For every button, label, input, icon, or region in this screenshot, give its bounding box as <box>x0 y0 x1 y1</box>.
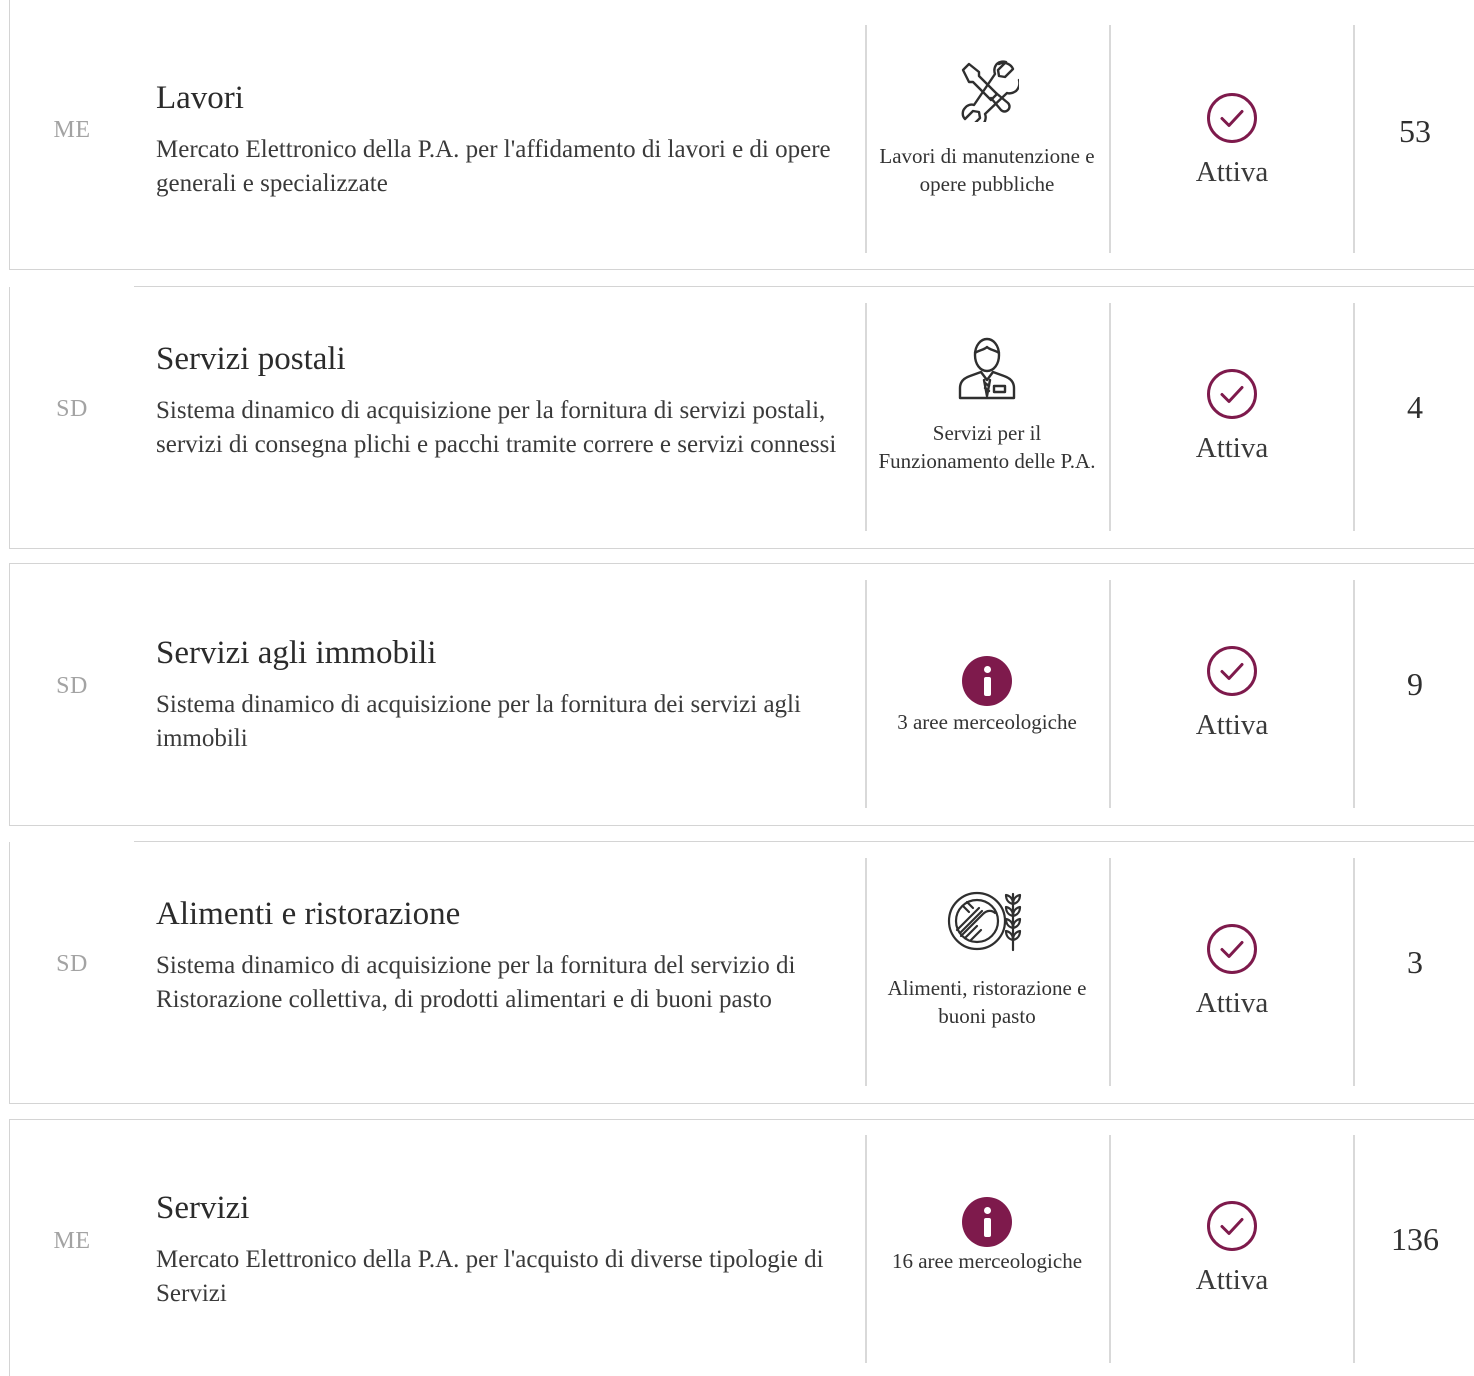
list-item[interactable] <box>9 1120 1474 1376</box>
category-cell <box>867 335 1107 475</box>
status-label: Attiva <box>1195 987 1269 1019</box>
column-divider <box>1353 25 1355 253</box>
initiative-title[interactable]: Servizi agli immobili <box>156 635 437 671</box>
count-value: 4 <box>1407 389 1423 425</box>
row-divider <box>9 563 1474 564</box>
status-cell <box>1110 644 1354 742</box>
count-value: 3 <box>1407 944 1423 980</box>
initiative-title[interactable]: Servizi postali <box>156 341 346 377</box>
initiative-description: Sistema dinamico di acquisizione per la fornitura del servizio di Ristorazione collettiva, di prodotti alimentari e di buoni pasto <box>156 952 796 1013</box>
row-divider <box>134 841 1474 842</box>
category-label: Lavori di manutenzione e opere pubbliche <box>879 144 1095 196</box>
initiative-code: SD <box>56 951 88 977</box>
status-label: Attiva <box>1195 156 1269 188</box>
initiative-description: Sistema dinamico di acquisizione per la fornitura dei servizi agli immobili <box>156 691 801 752</box>
status-cell <box>1110 922 1354 1020</box>
count-value: 9 <box>1407 666 1423 702</box>
row-divider <box>134 286 1474 287</box>
initiative-code: ME <box>53 117 91 143</box>
count-value: 53 <box>1399 113 1431 149</box>
column-divider <box>1353 303 1355 531</box>
initiative-title[interactable]: Alimenti e ristorazione <box>156 896 461 932</box>
initiative-title[interactable]: Servizi <box>156 1190 250 1226</box>
initiative-code: ME <box>53 1228 91 1254</box>
category-cell <box>867 890 1107 1030</box>
initiative-description: Mercato Elettronico della P.A. per l'acquisto di diverse tipologie di Servizi <box>156 1246 824 1307</box>
status-cell <box>1110 1199 1354 1297</box>
tools-icon <box>955 58 1019 122</box>
food-plate-wheat-icon <box>947 890 1027 952</box>
initiative-description: Mercato Elettronico della P.A. per l'affidamento di lavori e di opere generali e specializzate <box>156 136 831 197</box>
office-worker-icon <box>955 335 1019 401</box>
category-label: 3 aree merceologiche <box>897 710 1077 734</box>
list-item[interactable] <box>9 842 1474 1104</box>
info-icon <box>962 1197 1012 1247</box>
status-label: Attiva <box>1195 709 1269 741</box>
list-item[interactable] <box>9 287 1474 549</box>
category-cell <box>867 1197 1107 1275</box>
status-label: Attiva <box>1195 432 1269 464</box>
column-divider <box>1353 580 1355 808</box>
category-label: Servizi per il Funzionamento delle P.A. <box>878 421 1096 473</box>
check-circle-icon <box>1205 922 1259 976</box>
category-cell <box>867 58 1107 198</box>
count-value: 136 <box>1391 1221 1439 1257</box>
initiative-title[interactable]: Lavori <box>156 80 244 116</box>
column-divider <box>1353 858 1355 1086</box>
category-cell <box>867 656 1107 736</box>
category-label: Alimenti, ristorazione e buoni pasto <box>887 976 1087 1028</box>
initiative-code: SD <box>56 396 88 422</box>
row-divider <box>9 1119 1474 1120</box>
category-label: 16 aree merceologiche <box>891 1249 1083 1273</box>
info-icon <box>962 656 1012 706</box>
status-cell <box>1110 91 1354 189</box>
check-circle-icon <box>1205 91 1259 145</box>
initiative-code: SD <box>56 673 88 699</box>
check-circle-icon <box>1205 367 1259 421</box>
status-label: Attiva <box>1195 1264 1269 1296</box>
initiative-description: Sistema dinamico di acquisizione per la fornitura di servizi postali, servizi di consegna plichi e pacchi tramite correre e servizi connessi <box>156 397 837 458</box>
check-circle-icon <box>1205 1199 1259 1253</box>
list-item[interactable] <box>9 564 1474 826</box>
status-cell <box>1110 367 1354 465</box>
check-circle-icon <box>1205 644 1259 698</box>
list-item[interactable] <box>9 0 1474 270</box>
column-divider <box>1353 1135 1355 1363</box>
